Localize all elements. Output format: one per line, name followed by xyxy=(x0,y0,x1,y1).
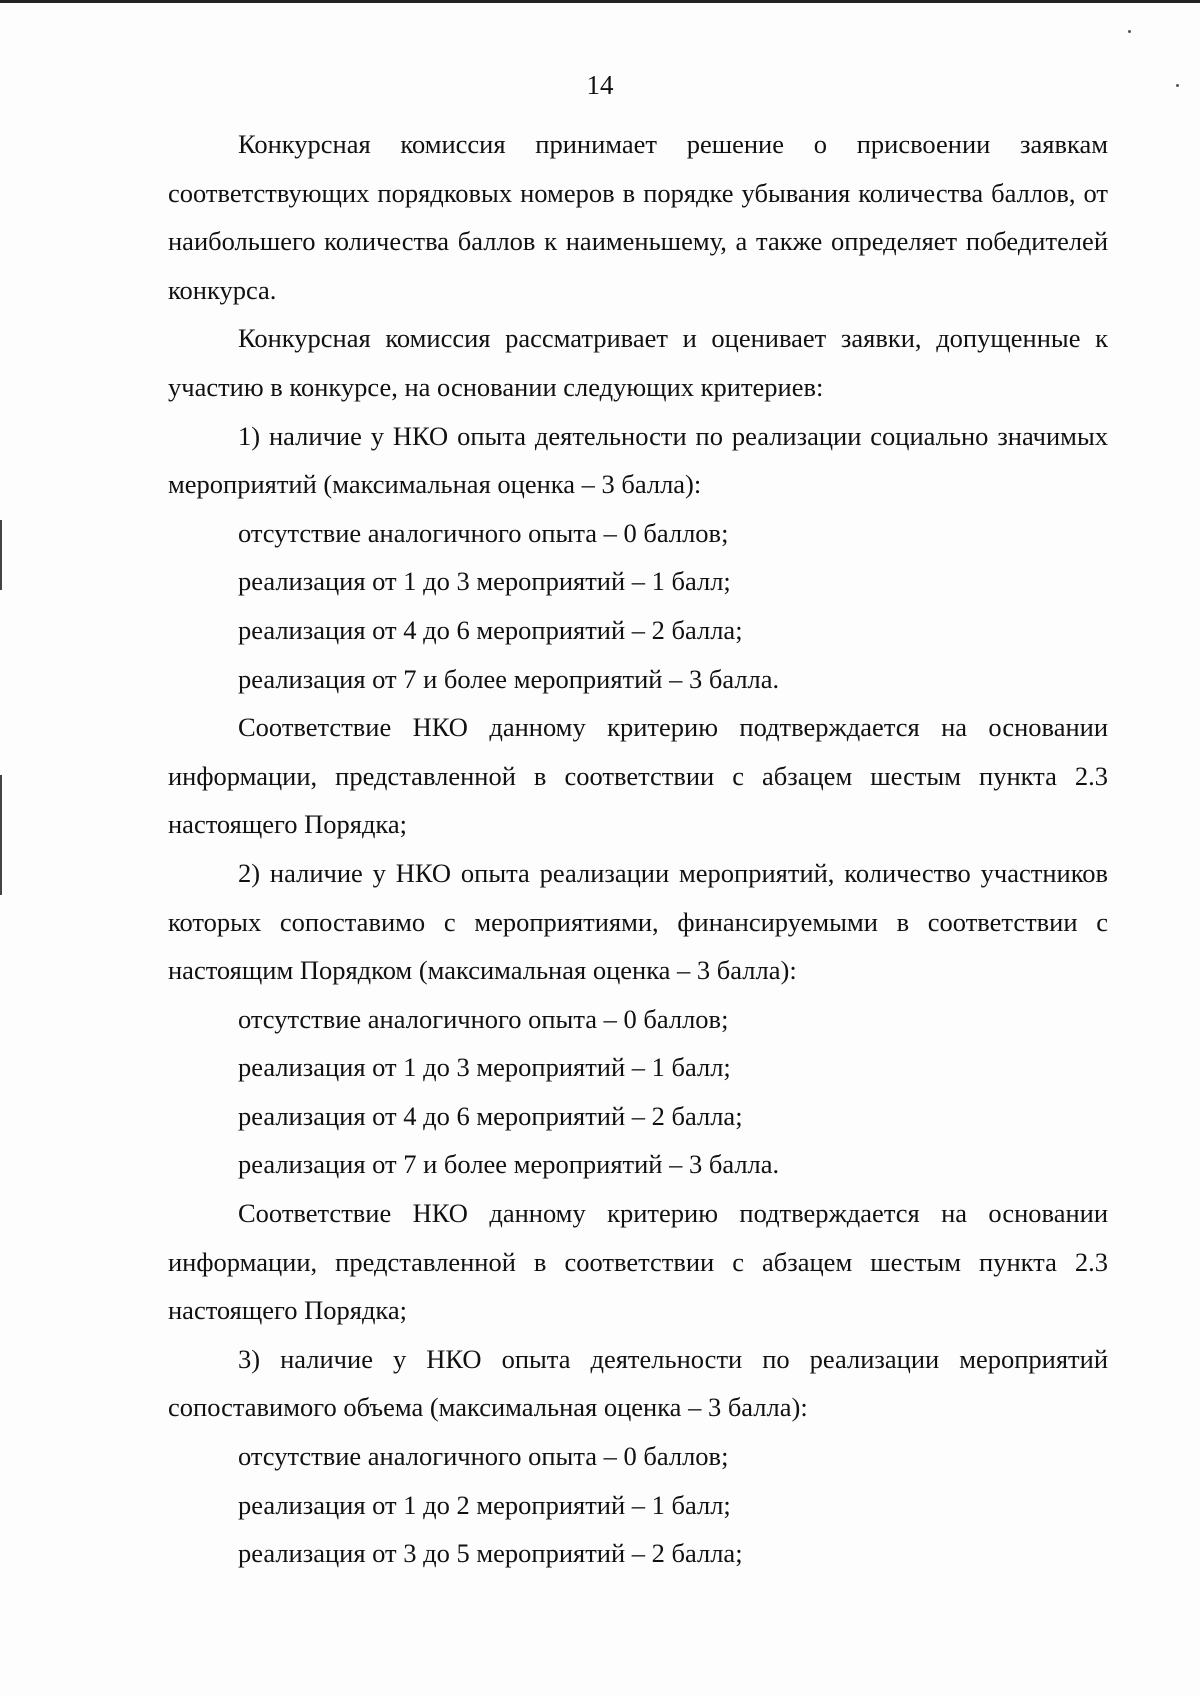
scan-edge-mark xyxy=(0,775,2,895)
page-number: 14 xyxy=(586,70,614,100)
score-item: реализация от 1 до 3 мероприятий – 1 балл; xyxy=(238,566,731,597)
scan-speck xyxy=(1128,30,1131,33)
paragraph: Соответствие НКО данному критерию подтверждается на основании информации, представленной в соответствии с абзацем шестым пункта 2.3 настоящего Порядка; xyxy=(168,1198,1108,1326)
score-item: реализация от 3 до 5 мероприятий – 2 балла; xyxy=(238,1538,743,1569)
score-item: реализация от 4 до 6 мероприятий – 2 балла; xyxy=(238,1100,743,1131)
score-item: реализация от 1 до 3 мероприятий – 1 балл; xyxy=(238,1052,731,1083)
document-body xyxy=(168,120,1108,1578)
criterion-heading: 3) наличие у НКО опыта деятельности по реализации мероприятий сопоставимого объема (максимальная оценка – 3 балла): xyxy=(168,1343,1108,1423)
score-item: реализация от 4 до 6 мероприятий – 2 балла; xyxy=(238,614,743,645)
criterion-heading: 1) наличие у НКО опыта деятельности по реализации социально значимых мероприятий (максимальная оценка – 3 балла): xyxy=(168,420,1108,500)
paragraph: Конкурсная комиссия рассматривает и оценивает заявки, допущенные к участию в конкурсе, на основании следующих критериев: xyxy=(168,323,1108,402)
scan-edge-mark xyxy=(0,520,2,590)
score-item: отсутствие аналогичного опыта – 0 баллов; xyxy=(238,1003,729,1034)
scan-top-border xyxy=(0,0,1200,3)
score-item: отсутствие аналогичного опыта – 0 баллов; xyxy=(238,1441,729,1472)
score-item: реализация от 7 и более мероприятий – 3 балла. xyxy=(238,1149,780,1180)
paragraph: Конкурсная комиссия принимает решение о присвоении заявкам соответствующих порядковых номеров в порядке убывания количества баллов, от наибольшего количества баллов к наименьшему, а также определяет победителей конкурса. xyxy=(168,129,1108,305)
score-item: отсутствие аналогичного опыта – 0 баллов; xyxy=(238,517,729,548)
score-item: реализация от 1 до 2 мероприятий – 1 балл; xyxy=(238,1489,731,1520)
paragraph: Соответствие НКО данному критерию подтверждается на основании информации, представленной в соответствии с абзацем шестым пункта 2.3 настоящего Порядка; xyxy=(168,712,1108,840)
criterion-heading: 2) наличие у НКО опыта реализации мероприятий, количество участников которых сопоставимо с мероприятиями, финансируемыми в соответствии с настоящим Порядком (максимальная оценка – 3 балла): xyxy=(168,857,1108,986)
score-item: реализация от 7 и более мероприятий – 3 балла. xyxy=(238,663,780,694)
